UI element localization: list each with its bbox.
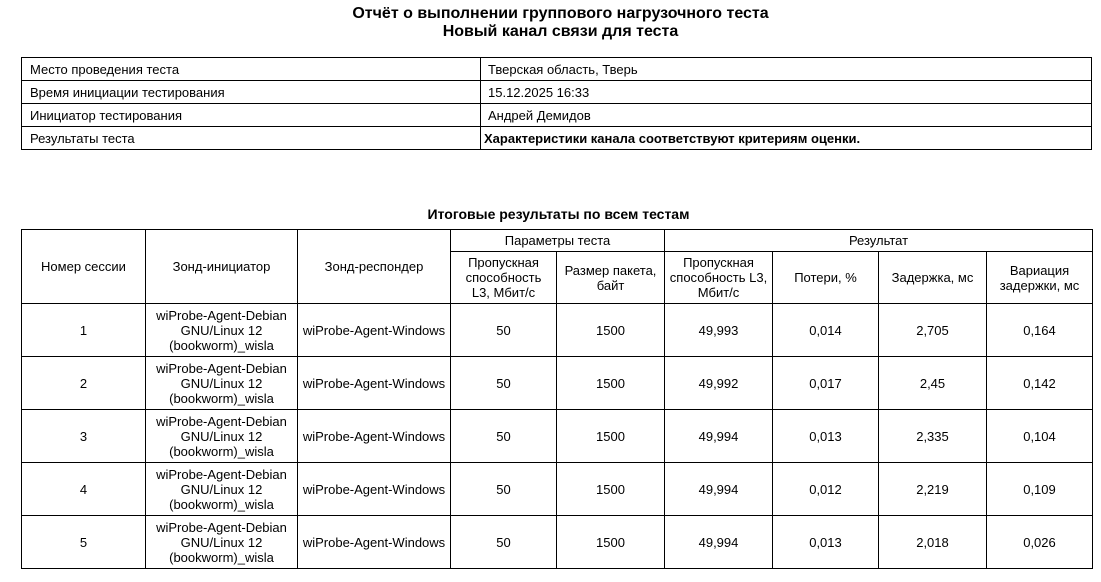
cell-initiator: wiProbe-Agent-Debian GNU/Linux 12 (bookworm)_wisla — [146, 357, 298, 410]
cell-initiator: wiProbe-Agent-Debian GNU/Linux 12 (bookworm)_wisla — [146, 463, 298, 516]
table-row — [22, 410, 1093, 463]
cell-res-bandwidth: 49,994 — [665, 516, 773, 569]
info-row-results — [22, 127, 1092, 150]
cell-param-packet: 1500 — [557, 463, 665, 516]
cell-param-packet: 1500 — [557, 410, 665, 463]
cell-param-packet: 1500 — [557, 304, 665, 357]
cell-res-delay: 2,018 — [879, 516, 987, 569]
cell-param-packet: 1500 — [557, 516, 665, 569]
report-subtitle: Новый канал связи для теста — [442, 23, 679, 40]
header-res-loss: Потери, % — [773, 252, 879, 304]
info-row-time — [22, 81, 1092, 104]
cell-res-delay: 2,219 — [879, 463, 987, 516]
info-label: Инициатор тестирования — [22, 104, 481, 127]
cell-res-jitter: 0,164 — [987, 304, 1093, 357]
cell-res-bandwidth: 49,993 — [665, 304, 773, 357]
table-row — [22, 516, 1093, 569]
header-res-bandwidth: Пропускная способность L3, Мбит/с — [665, 252, 773, 304]
table-row — [22, 463, 1093, 516]
header-session: Номер сессии — [22, 230, 146, 304]
cell-res-delay: 2,45 — [879, 357, 987, 410]
header-responder: Зонд-респондер — [298, 230, 451, 304]
cell-session: 4 — [22, 463, 146, 516]
header-row-groups — [22, 230, 1093, 252]
info-row-location — [22, 58, 1092, 81]
cell-param-bandwidth: 50 — [451, 463, 557, 516]
table-row — [22, 304, 1093, 357]
cell-initiator: wiProbe-Agent-Debian GNU/Linux 12 (bookworm)_wisla — [146, 516, 298, 569]
header-param-packet: Размер пакета, байт — [557, 252, 665, 304]
results-table — [21, 229, 1093, 569]
cell-initiator: wiProbe-Agent-Debian GNU/Linux 12 (bookworm)_wisla — [146, 304, 298, 357]
cell-res-bandwidth: 49,994 — [665, 463, 773, 516]
cell-initiator: wiProbe-Agent-Debian GNU/Linux 12 (bookworm)_wisla — [146, 410, 298, 463]
cell-res-bandwidth: 49,992 — [665, 357, 773, 410]
cell-res-loss: 0,013 — [773, 410, 879, 463]
cell-responder: wiProbe-Agent-Windows — [298, 516, 451, 569]
cell-res-loss: 0,017 — [773, 357, 879, 410]
header-initiator: Зонд-инициатор — [146, 230, 298, 304]
cell-session: 1 — [22, 304, 146, 357]
summary-title: Итоговые результаты по всем тестам — [427, 206, 690, 222]
info-row-initiator — [22, 104, 1092, 127]
cell-res-jitter: 0,104 — [987, 410, 1093, 463]
table-row — [22, 357, 1093, 410]
cell-session: 2 — [22, 357, 146, 410]
cell-responder: wiProbe-Agent-Windows — [298, 463, 451, 516]
info-label: Место проведения теста — [22, 58, 481, 81]
header-res-jitter: Вариация задержки, мс — [987, 252, 1093, 304]
info-value: Тверская область, Тверь — [481, 58, 1092, 81]
header-result-group: Результат — [665, 230, 1093, 252]
cell-param-bandwidth: 50 — [451, 357, 557, 410]
cell-param-bandwidth: 50 — [451, 516, 557, 569]
cell-res-loss: 0,013 — [773, 516, 879, 569]
report-title: Отчёт о выполнении группового нагрузочного теста — [352, 5, 769, 22]
cell-res-jitter: 0,109 — [987, 463, 1093, 516]
cell-res-jitter: 0,026 — [987, 516, 1093, 569]
info-table — [21, 57, 1092, 150]
cell-param-packet: 1500 — [557, 357, 665, 410]
cell-session: 3 — [22, 410, 146, 463]
header-res-delay: Задержка, мс — [879, 252, 987, 304]
cell-res-delay: 2,705 — [879, 304, 987, 357]
cell-res-jitter: 0,142 — [987, 357, 1093, 410]
cell-session: 5 — [22, 516, 146, 569]
info-label: Результаты теста — [22, 127, 481, 150]
cell-responder: wiProbe-Agent-Windows — [298, 410, 451, 463]
cell-responder: wiProbe-Agent-Windows — [298, 304, 451, 357]
header-params-group: Параметры теста — [451, 230, 665, 252]
cell-res-delay: 2,335 — [879, 410, 987, 463]
cell-param-bandwidth: 50 — [451, 410, 557, 463]
header-param-bandwidth: Пропускная способность L3, Мбит/с — [451, 252, 557, 304]
cell-res-loss: 0,014 — [773, 304, 879, 357]
cell-responder: wiProbe-Agent-Windows — [298, 357, 451, 410]
info-value: Андрей Демидов — [481, 104, 1092, 127]
info-value-results: Характеристики канала соответствуют критериям оценки. — [481, 127, 1092, 150]
info-label: Время инициации тестирования — [22, 81, 481, 104]
cell-res-loss: 0,012 — [773, 463, 879, 516]
info-value: 15.12.2025 16:33 — [481, 81, 1092, 104]
cell-res-bandwidth: 49,994 — [665, 410, 773, 463]
cell-param-bandwidth: 50 — [451, 304, 557, 357]
